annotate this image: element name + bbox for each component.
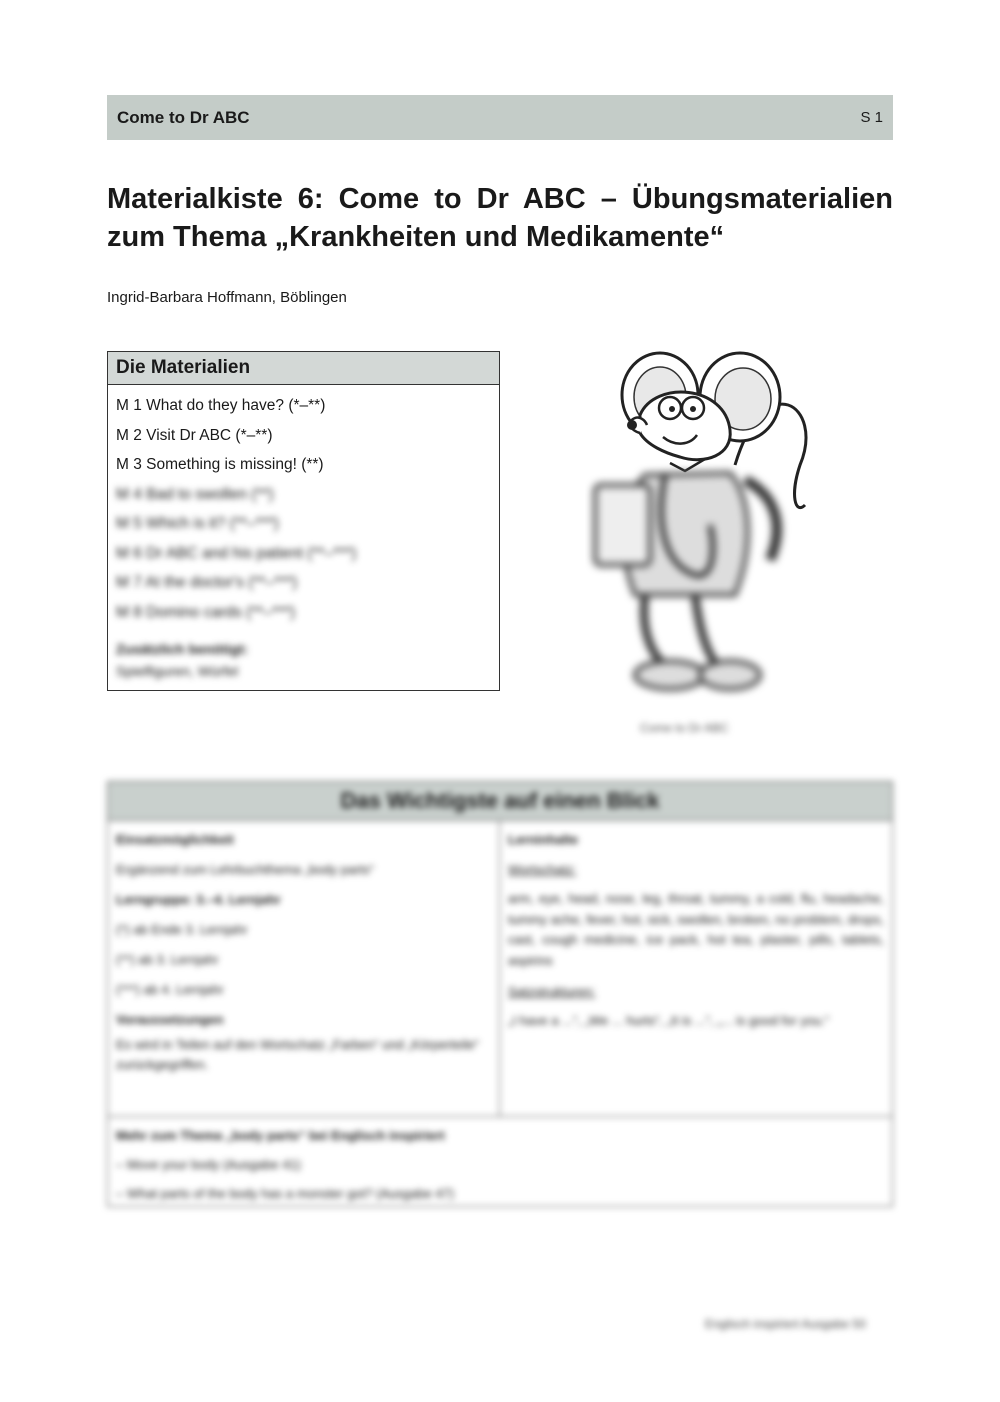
author: Ingrid-Barbara Hoffmann, Böblingen xyxy=(107,289,347,306)
overview-left-line: (***) ab 4. Lernjahr xyxy=(116,982,224,997)
materials-heading: Die Materialien xyxy=(108,352,499,385)
overview-bottom-item: – What parts of the body has a monster got? (Ausgabe 47) xyxy=(116,1186,455,1201)
mouse-body xyxy=(595,473,777,689)
overview-bottom-item: – Move your body (Ausgabe 41) xyxy=(116,1157,301,1172)
footer: Englisch inspiriert Ausgabe 50 xyxy=(705,1317,866,1331)
overview-heading: Das Wichtigste auf einen Blick xyxy=(108,782,892,821)
material-item: M 5 Which is it? (**–***) xyxy=(116,515,279,532)
overview-left-line: Ergänzend zum Lehrbuchthema „body parts“ xyxy=(116,862,374,877)
material-item: M 8 Domino cards (**–***) xyxy=(116,603,296,621)
document-title: Materialkiste 6: Come to Dr ABC – Übungsmaterialien zum Thema „Krankheiten und Medikamente“ xyxy=(107,183,893,253)
overview-left-line: (**) ab 3. Lernjahr xyxy=(116,952,219,967)
overview-bottom xyxy=(108,1117,892,1212)
materials-needed-text: Spielfiguren, Würfel xyxy=(116,663,239,679)
overview-bottom-heading: Mehr zum Thema „body parts“ bei Englisch inspiriert xyxy=(116,1128,445,1143)
header-title: Come to Dr ABC xyxy=(117,107,250,127)
overview-left-line: (*) ab Ende 3. Lernjahr xyxy=(116,922,248,937)
illustration-caption: Come to Dr ABC xyxy=(640,721,729,735)
overview-right-text: arm, eye, head, nose, leg, throat, tummy, a cold, flu, headache, tummy ache, fever, hot, sick, swollen, broken, no problem, drops, cast, cough medicine, ice pack, hot tea, plaster, pills, tablets, aspirins xyxy=(508,891,884,968)
material-item: M 6 Dr ABC and his patient (**–***) xyxy=(116,544,357,562)
overview-left-line: Es wird in Teilen auf den Wortschatz „Farben“ und „Körperteile“ zurückgegriffen. xyxy=(116,1037,479,1072)
overview-left-column xyxy=(108,821,500,1116)
header-bar xyxy=(107,95,893,140)
overview-table xyxy=(107,781,893,1207)
overview-left-line: Voraussetzungen xyxy=(116,1012,224,1027)
overview-left-line: Lerngruppe: 3.–4. Lernjahr xyxy=(116,892,281,907)
page-number: S 1 xyxy=(860,109,883,126)
material-item: M 7 At the doctor's (**–***) xyxy=(116,574,298,591)
overview-left-line: Einsatzmöglichkeit xyxy=(116,832,234,847)
material-item: M 1 What do they have? (*–**) xyxy=(116,397,326,414)
doctor-mouse-illustration xyxy=(585,345,815,700)
material-item: M 2 Visit Dr ABC (*–**) xyxy=(116,426,273,444)
overview-right-heading: Lerninhalte xyxy=(508,832,579,847)
overview-right-sub: Satzstrukturen: xyxy=(508,984,596,999)
materials-box xyxy=(107,351,500,691)
material-item: M 4 Bad to swollen (**) xyxy=(116,485,274,503)
materials-list xyxy=(108,385,499,633)
materials-needed-label: Zusätzlich benötigt: xyxy=(116,641,249,657)
overview-right-column xyxy=(500,821,892,1116)
overview-right-text: „I have a ...“, „We ... hurts“, „It is ...“, „... is good for you.“ xyxy=(508,1013,830,1028)
overview-right-sub: Wortschatz: xyxy=(508,862,577,877)
material-item: M 3 Something is missing! (**) xyxy=(116,456,324,473)
